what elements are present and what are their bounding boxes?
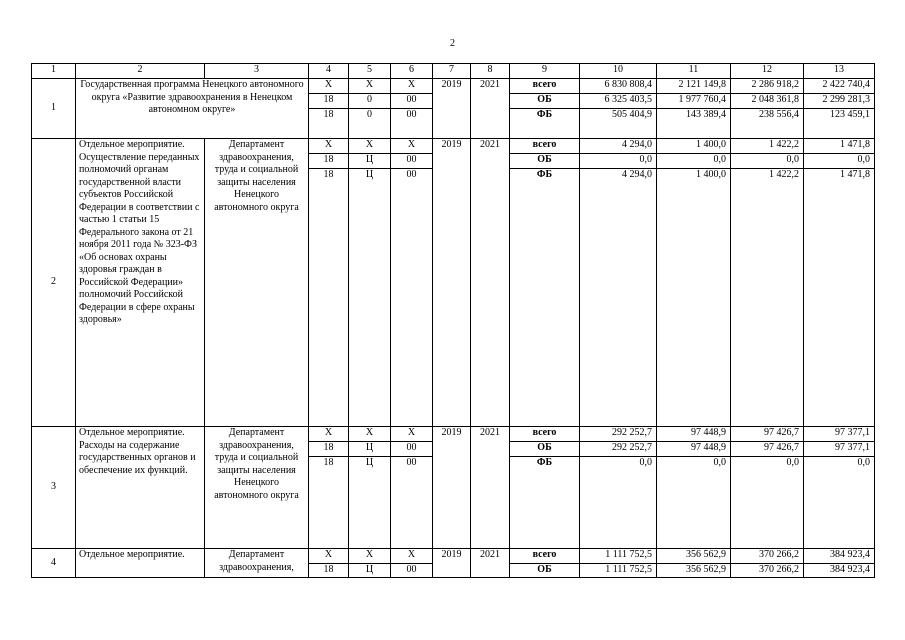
amount-year-cell: 0,0 xyxy=(657,457,731,549)
amount-year-cell: 97 426,7 xyxy=(731,442,804,457)
funding-source-cell: всего xyxy=(510,427,580,442)
code-cell: 0 xyxy=(349,94,391,109)
amount-year-cell: 143 389,4 xyxy=(657,109,731,139)
funding-source-cell: ФБ xyxy=(510,169,580,427)
measure-name-cell: Отдельное мероприятие. xyxy=(76,549,205,578)
funding-source-cell: ОБ xyxy=(510,94,580,109)
funding-source-cell: ОБ xyxy=(510,564,580,578)
amount-year-cell: 384 923,4 xyxy=(804,549,875,564)
row-number-cell: 4 xyxy=(32,549,76,578)
code-cell: Х xyxy=(391,427,433,442)
funding-source-cell: ОБ xyxy=(510,154,580,169)
amount-year-cell: 97 448,9 xyxy=(657,442,731,457)
funding-source-cell: всего xyxy=(510,139,580,154)
funding-source-cell: ФБ xyxy=(510,109,580,139)
executor-cell: Департамент здравоохранения, труда и социальной защиты населения Ненецкого автономного округа xyxy=(205,427,309,549)
col-header: 5 xyxy=(349,64,391,79)
code-cell: Х xyxy=(391,79,433,94)
amount-year-cell: 2 286 918,2 xyxy=(731,79,804,94)
executor-cell: Департамент здравоохранения, xyxy=(205,549,309,578)
amount-year-cell: 1 471,8 xyxy=(804,139,875,154)
code-cell: Х xyxy=(349,427,391,442)
col-header: 11 xyxy=(657,64,731,79)
code-cell: 00 xyxy=(391,457,433,549)
code-cell: Х xyxy=(309,549,349,564)
year-end-cell: 2021 xyxy=(471,139,510,427)
amount-year-cell: 1 400,0 xyxy=(657,139,731,154)
amount-year-cell: 97 377,1 xyxy=(804,427,875,442)
col-header: 9 xyxy=(510,64,580,79)
code-cell: Ц xyxy=(349,442,391,457)
code-cell: 18 xyxy=(309,442,349,457)
amount-year-cell: 97 448,9 xyxy=(657,427,731,442)
amount-year-cell: 97 426,7 xyxy=(731,427,804,442)
amount-total-cell: 292 252,7 xyxy=(580,442,657,457)
amount-year-cell: 1 471,8 xyxy=(804,169,875,427)
amount-year-cell: 1 400,0 xyxy=(657,169,731,427)
table-row xyxy=(32,427,875,442)
code-cell: Ц xyxy=(349,154,391,169)
amount-year-cell: 0,0 xyxy=(804,154,875,169)
amount-year-cell: 356 562,9 xyxy=(657,564,731,578)
table-row xyxy=(32,549,875,564)
code-cell: 18 xyxy=(309,169,349,427)
col-header: 1 xyxy=(32,64,76,79)
amount-year-cell: 0,0 xyxy=(657,154,731,169)
code-cell: 00 xyxy=(391,169,433,427)
funding-source-cell: всего xyxy=(510,549,580,564)
page-number: 2 xyxy=(450,38,455,49)
code-cell: 18 xyxy=(309,94,349,109)
header-row xyxy=(32,64,875,79)
code-cell: 18 xyxy=(309,109,349,139)
col-header: 4 xyxy=(309,64,349,79)
code-cell: Х xyxy=(309,139,349,154)
amount-total-cell: 0,0 xyxy=(580,154,657,169)
amount-year-cell: 370 266,2 xyxy=(731,549,804,564)
amount-year-cell: 2 121 149,8 xyxy=(657,79,731,94)
code-cell: 18 xyxy=(309,154,349,169)
col-header: 10 xyxy=(580,64,657,79)
col-header: 2 xyxy=(76,64,205,79)
funding-source-cell: ФБ xyxy=(510,457,580,549)
year-end-cell: 2021 xyxy=(471,549,510,578)
year-start-cell: 2019 xyxy=(433,549,471,578)
code-cell: Х xyxy=(349,79,391,94)
code-cell: 00 xyxy=(391,442,433,457)
code-cell: Ц xyxy=(349,564,391,578)
amount-year-cell: 1 422,2 xyxy=(731,169,804,427)
code-cell: Х xyxy=(349,139,391,154)
table-row xyxy=(32,79,875,94)
amount-year-cell: 356 562,9 xyxy=(657,549,731,564)
col-header: 8 xyxy=(471,64,510,79)
amount-year-cell: 0,0 xyxy=(731,154,804,169)
amount-year-cell: 2 048 361,8 xyxy=(731,94,804,109)
code-cell: Х xyxy=(309,427,349,442)
program-name-cell: Государственная программа Ненецкого автономного округа «Развитие здравоохранения в Ненецком автономном округе» xyxy=(76,79,309,139)
col-header: 3 xyxy=(205,64,309,79)
amount-year-cell: 0,0 xyxy=(804,457,875,549)
code-cell: Х xyxy=(391,549,433,564)
executor-cell: Департамент здравоохранения, труда и социальной защиты населения Ненецкого автономного округа xyxy=(205,139,309,427)
code-cell: 00 xyxy=(391,154,433,169)
measure-name-cell: Отдельное мероприятие. Расходы на содержание государственных органов и обеспечение их функций. xyxy=(76,427,205,549)
col-header: 13 xyxy=(804,64,875,79)
code-cell: 18 xyxy=(309,564,349,578)
program-finance-table xyxy=(31,63,875,578)
amount-total-cell: 6 325 403,5 xyxy=(580,94,657,109)
amount-year-cell: 370 266,2 xyxy=(731,564,804,578)
code-cell: Х xyxy=(309,79,349,94)
col-header: 7 xyxy=(433,64,471,79)
code-cell: Х xyxy=(391,139,433,154)
measure-name-cell: Отдельное мероприятие. Осуществление переданных полномочий органам государственной власти субъектов Российской Федерации в соответствии с частью 1 статьи 15 Федерального закона от 21 ноября 2011 года № 323-ФЗ «Об основах охраны здоровья граждан в Российской Федерации» полномочий Российской Федерации в сфере охраны здоровья» xyxy=(76,139,205,427)
row-number-cell: 2 xyxy=(32,139,76,427)
code-cell: 00 xyxy=(391,94,433,109)
amount-year-cell: 238 556,4 xyxy=(731,109,804,139)
amount-total-cell: 505 404,9 xyxy=(580,109,657,139)
col-header: 12 xyxy=(731,64,804,79)
code-cell: Ц xyxy=(349,169,391,427)
year-end-cell: 2021 xyxy=(471,79,510,139)
amount-total-cell: 0,0 xyxy=(580,457,657,549)
amount-total-cell: 4 294,0 xyxy=(580,139,657,154)
amount-year-cell: 384 923,4 xyxy=(804,564,875,578)
year-end-cell: 2021 xyxy=(471,427,510,549)
amount-year-cell: 2 299 281,3 xyxy=(804,94,875,109)
code-cell: 00 xyxy=(391,109,433,139)
amount-total-cell: 292 252,7 xyxy=(580,427,657,442)
amount-total-cell: 4 294,0 xyxy=(580,169,657,427)
amount-total-cell: 6 830 808,4 xyxy=(580,79,657,94)
code-cell: 00 xyxy=(391,564,433,578)
code-cell: Ц xyxy=(349,457,391,549)
year-start-cell: 2019 xyxy=(433,79,471,139)
funding-source-cell: всего xyxy=(510,79,580,94)
table-row xyxy=(32,139,875,154)
amount-total-cell: 1 111 752,5 xyxy=(580,549,657,564)
year-start-cell: 2019 xyxy=(433,427,471,549)
amount-year-cell: 0,0 xyxy=(731,457,804,549)
year-start-cell: 2019 xyxy=(433,139,471,427)
row-number-cell: 3 xyxy=(32,427,76,549)
amount-year-cell: 123 459,1 xyxy=(804,109,875,139)
amount-year-cell: 2 422 740,4 xyxy=(804,79,875,94)
amount-total-cell: 1 111 752,5 xyxy=(580,564,657,578)
code-cell: Х xyxy=(349,549,391,564)
amount-year-cell: 1 977 760,4 xyxy=(657,94,731,109)
code-cell: 0 xyxy=(349,109,391,139)
amount-year-cell: 97 377,1 xyxy=(804,442,875,457)
funding-source-cell: ОБ xyxy=(510,442,580,457)
row-number-cell: 1 xyxy=(32,79,76,139)
code-cell: 18 xyxy=(309,457,349,549)
amount-year-cell: 1 422,2 xyxy=(731,139,804,154)
col-header: 6 xyxy=(391,64,433,79)
